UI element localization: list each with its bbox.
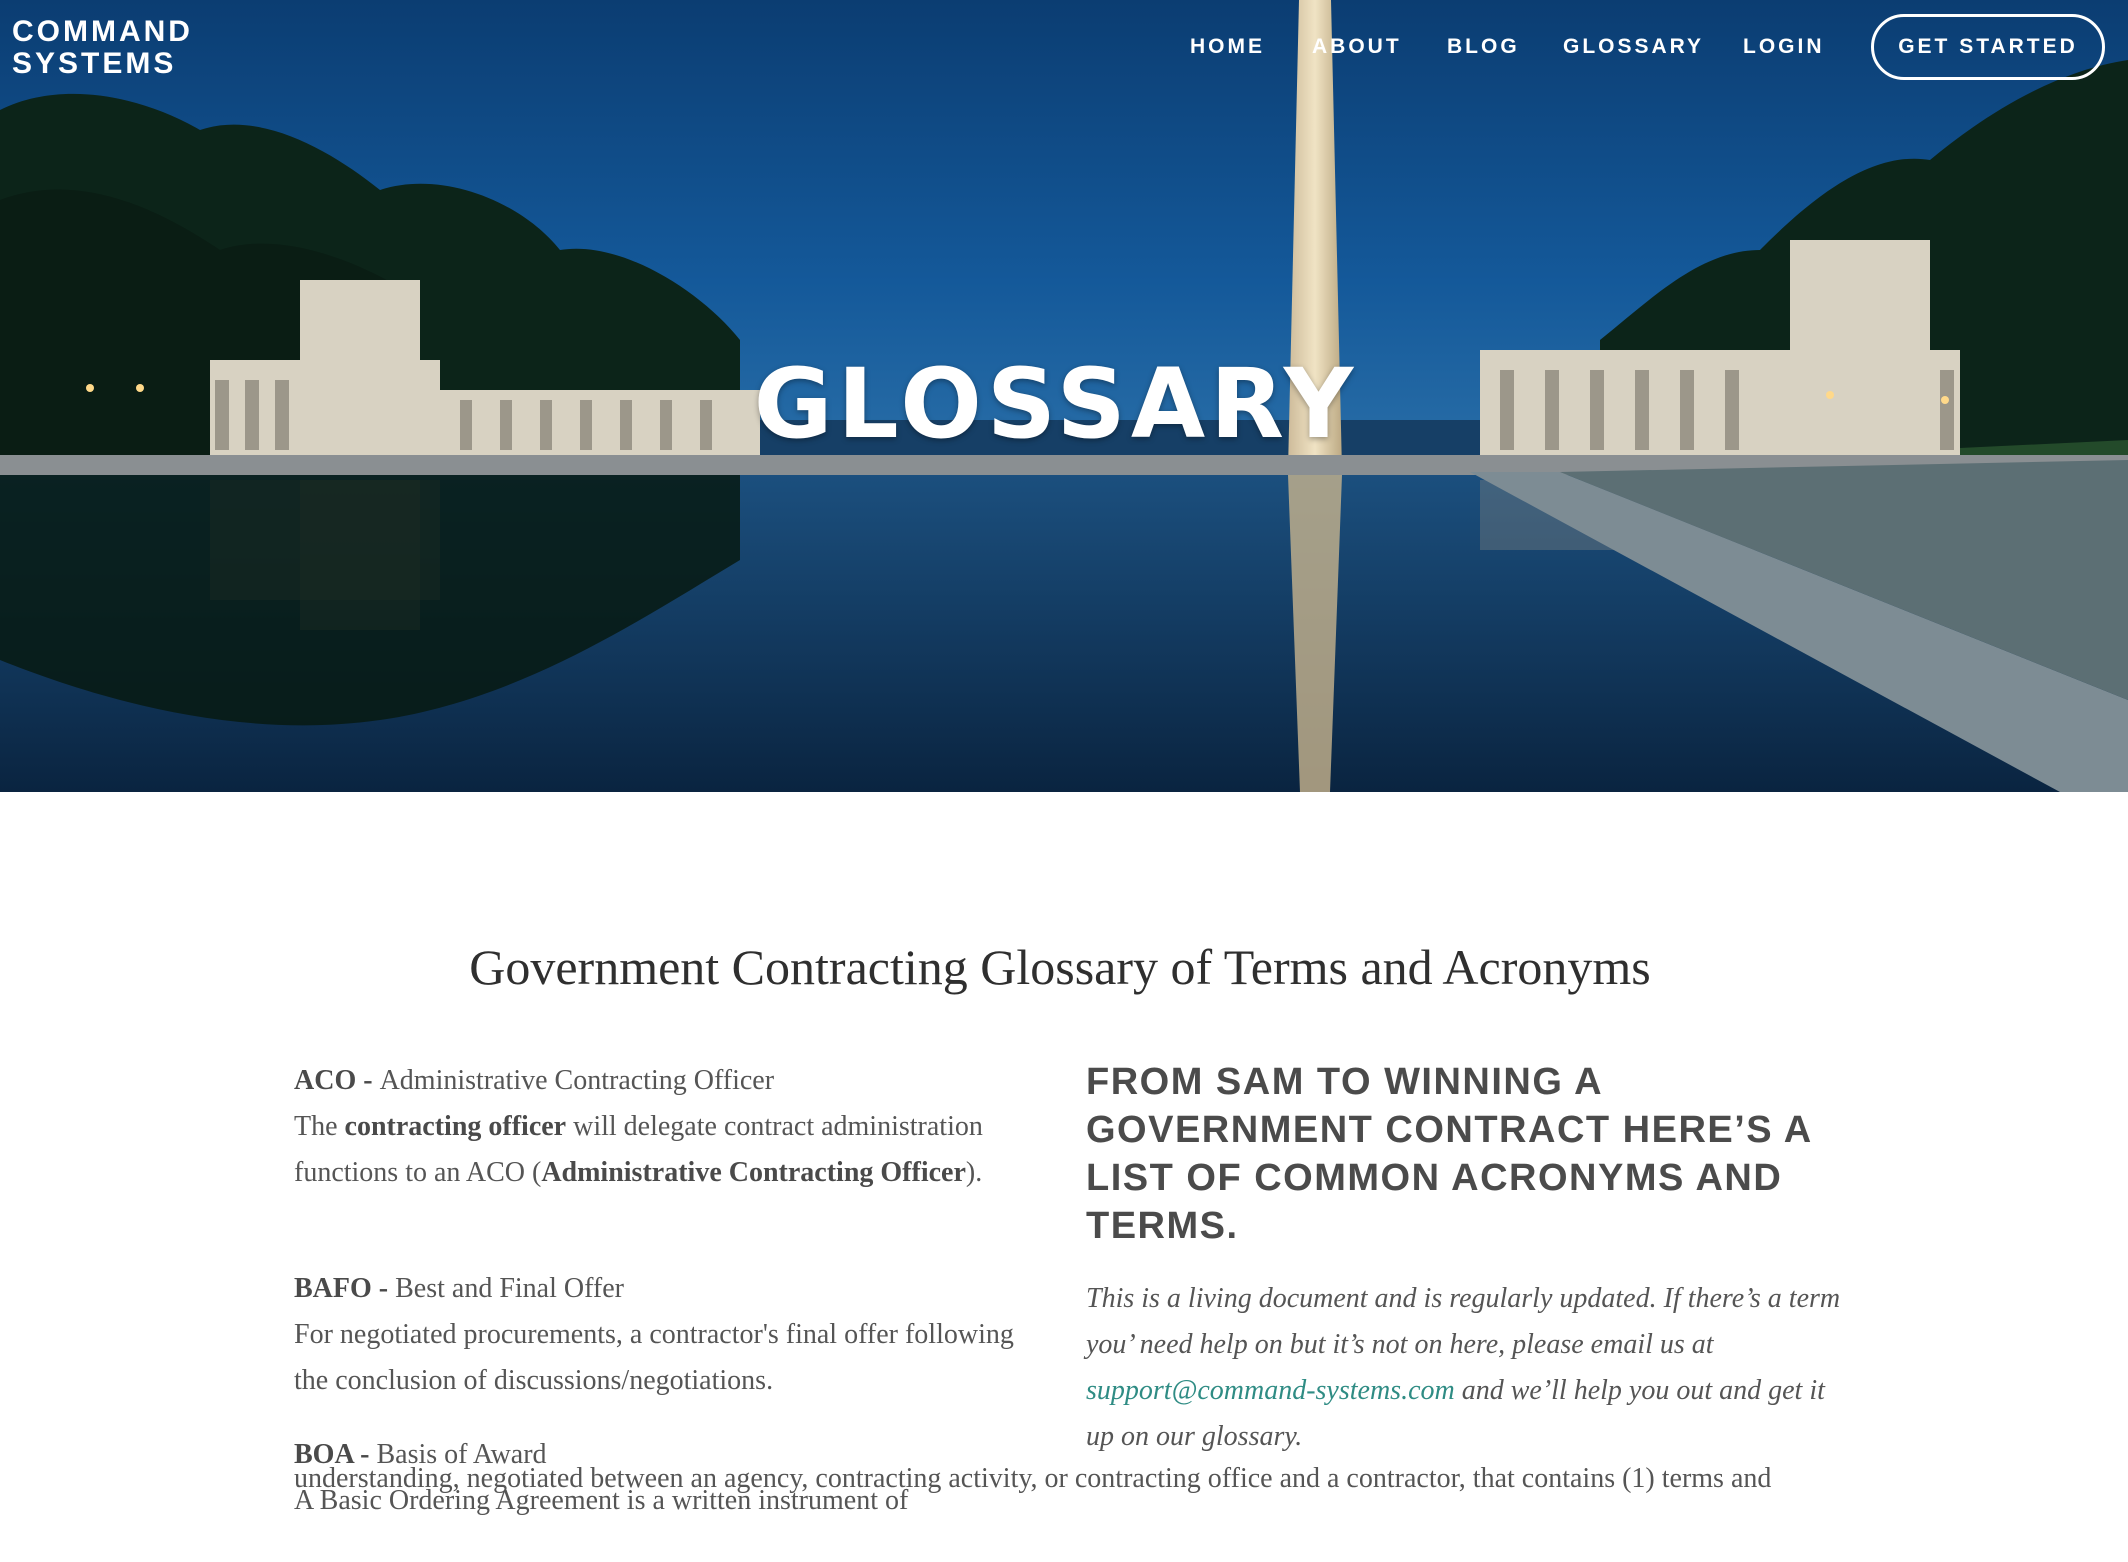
nav-item-blog[interactable]: BLOG [1447, 35, 1520, 58]
glossary-intro-panel [1086, 1058, 1846, 1460]
entry-expansion: Administrative Contracting Officer [379, 1065, 775, 1096]
entry-separator: - [353, 1439, 377, 1470]
intro-note-text: This is a living document and is regularly updated. If there’s a term you’ need help on but it’s not on here, please email us at [1086, 1283, 1841, 1360]
entry-heading [294, 1266, 1024, 1312]
entry-expansion: Best and Final Offer [395, 1273, 624, 1304]
intro-note-text: and we’ll help you out and get it up on our glossary. [1086, 1375, 1825, 1452]
get-started-button[interactable]: GET STARTED [1871, 14, 2105, 80]
glossary-entry-aco [294, 1058, 1024, 1196]
glossary-entry-bafo [294, 1266, 1024, 1404]
entry-heading [294, 1058, 1024, 1104]
logo-line-1: COMMAND [12, 15, 193, 48]
entry-expansion: Basis of Award [376, 1439, 547, 1470]
page-title: GLOSSARY [753, 348, 1359, 460]
entry-description: A Basic Ordering Agreement is a written instrument of [294, 1485, 909, 1516]
boa-description-continued: understanding, negotiated between an agency, contracting activity, or contracting office and a contractor, that contains (1) terms and [294, 1463, 1772, 1494]
entry-term: BOA [294, 1439, 354, 1470]
nav-item-about[interactable]: ABOUT [1312, 35, 1402, 58]
entry-text: ). [965, 1157, 983, 1188]
entry-text: will delegate contract administration functions to an ACO ( [294, 1111, 983, 1188]
intro-heading: FROM SAM TO WINNING A GOVERNMENT CONTRACT HERE’S A LIST OF COMMON ACRONYMS AND TERMS. [1086, 1061, 1812, 1247]
main-navigation [0, 0, 2128, 94]
logo-line-2: SYSTEMS [12, 47, 177, 80]
entry-term: ACO [294, 1065, 357, 1096]
nav-item-login[interactable]: LOGIN [1743, 35, 1825, 58]
entry-description [294, 1104, 1024, 1196]
entry-bold-text: Administrative Contracting Officer [541, 1157, 966, 1188]
entry-separator: - [356, 1065, 380, 1096]
entry-term: BAFO [294, 1273, 372, 1304]
nav-item-home[interactable]: HOME [1190, 35, 1265, 58]
intro-note [1086, 1276, 1846, 1460]
nav-item-glossary[interactable]: GLOSSARY [1563, 35, 1705, 58]
entry-separator: - [371, 1273, 396, 1304]
entry-bold-text: contracting officer [344, 1111, 567, 1142]
glossary-title: Government Contracting Glossary of Terms and Acronyms [469, 939, 1651, 995]
support-email-link[interactable]: support@command-systems.com [1086, 1375, 1455, 1406]
entry-description: For negotiated procurements, a contractor's final offer following the conclusion of discussions/negotiations. [294, 1319, 1014, 1396]
entry-text: The [294, 1111, 345, 1142]
